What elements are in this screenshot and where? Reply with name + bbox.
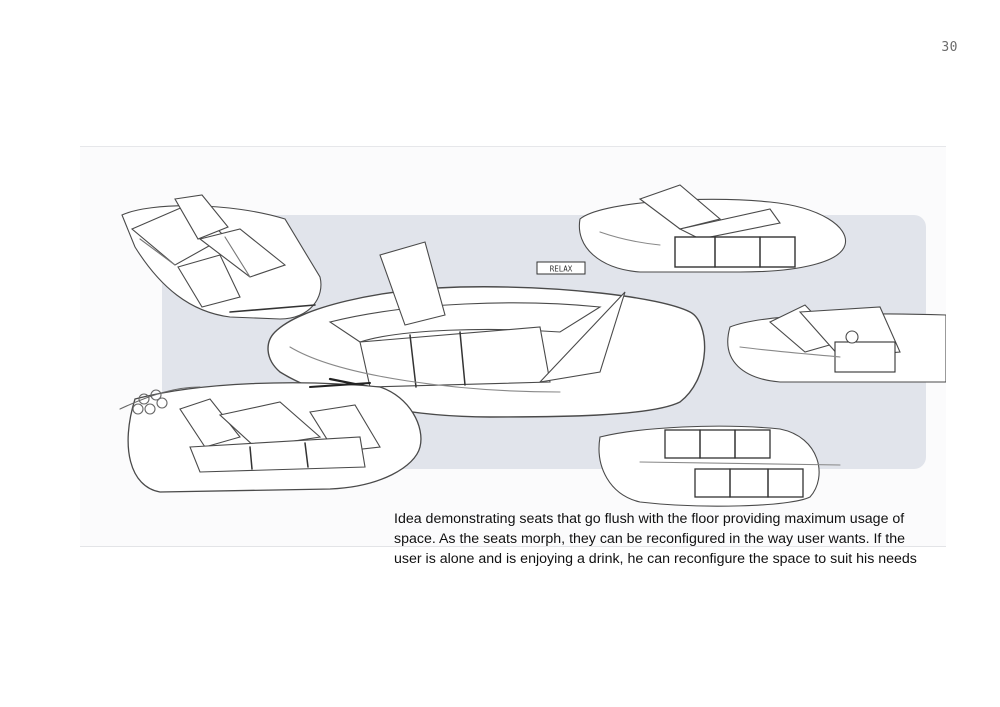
caption-line: user is alone and is enjoying a drink, he can reconfigure the space to suit his needs	[394, 551, 917, 567]
sketch-bottom-left-car	[120, 383, 421, 492]
sketch-top-left-seats	[122, 195, 321, 319]
seat-concept-sketches	[80, 147, 946, 546]
sketch-caption	[394, 509, 954, 569]
concept-sketch-panel	[80, 146, 946, 547]
relax-tag	[537, 262, 585, 274]
page-number: 30	[941, 40, 958, 55]
sketch-top-right-pod	[579, 185, 845, 272]
caption-line: space. As the seats morph, they can be reconfigured in the way user wants. If the	[394, 531, 906, 547]
caption-line: Idea demonstrating seats that go flush with the floor providing maximum usage of	[394, 511, 905, 527]
relax-tag-label: RELAX	[549, 264, 573, 274]
